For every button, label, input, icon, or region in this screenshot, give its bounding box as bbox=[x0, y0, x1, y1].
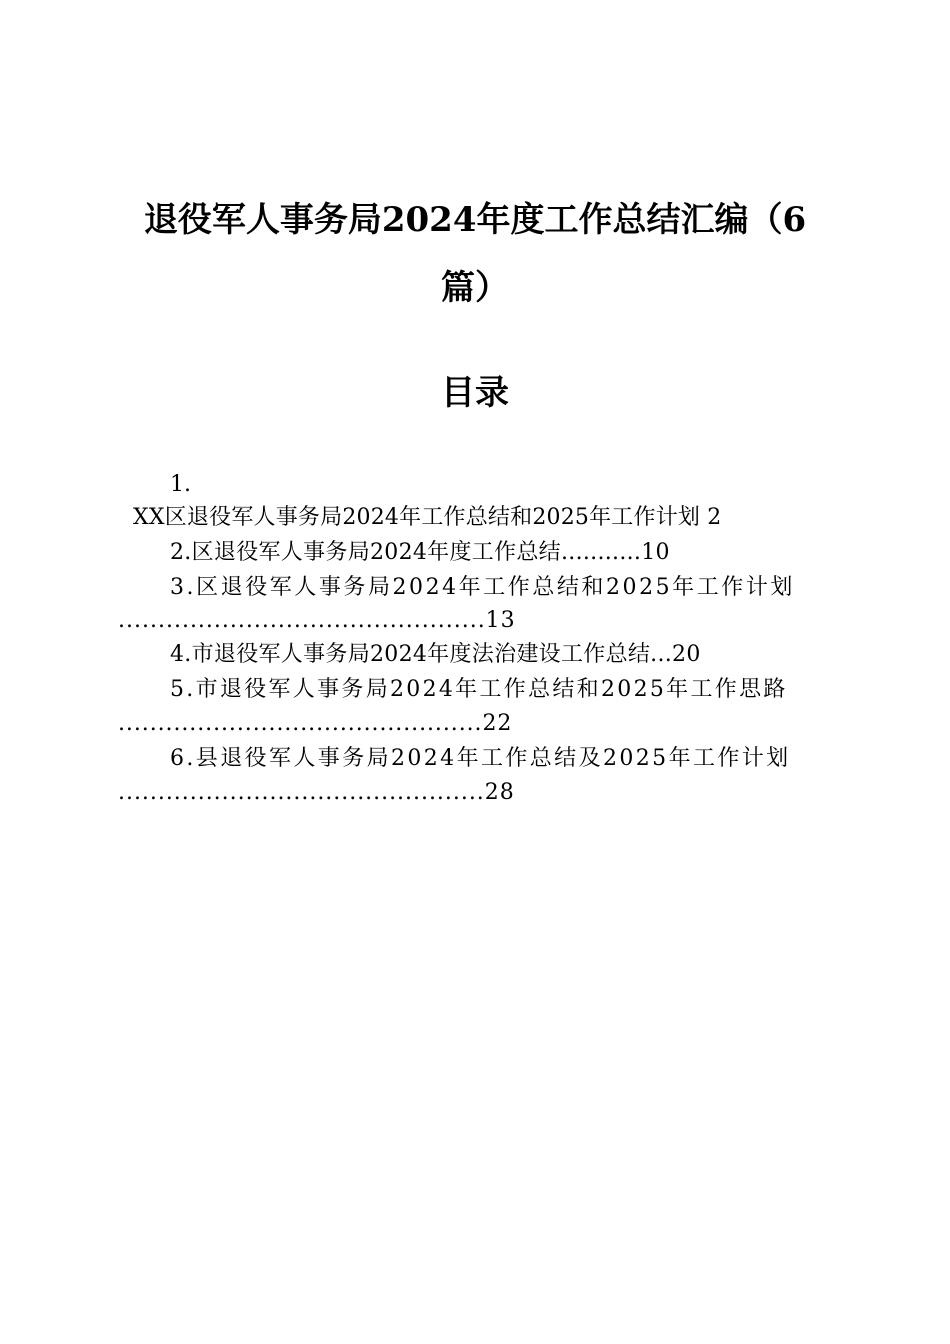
toc-entry-5-title[interactable]: 5.市退役军人事务局2024年工作总结和2025年工作思路 bbox=[170, 677, 788, 702]
toc-entry-4[interactable]: 4.市退役军人事务局2024年度法治建设工作总结...20 bbox=[170, 642, 701, 667]
toc-entry-5-leader[interactable]: ..............................................22 bbox=[118, 711, 513, 736]
toc-entry-6-title[interactable]: 6.县退役军人事务局2024年工作总结及2025年工作计划 bbox=[170, 746, 791, 771]
document-title-line-2: 篇） bbox=[441, 268, 509, 308]
document-title-line-1: 退役军人事务局2024年度工作总结汇编（6 bbox=[143, 200, 807, 240]
toc-entry-1-number[interactable]: 1. bbox=[170, 472, 191, 497]
toc-heading: 目录 bbox=[441, 373, 509, 413]
toc-entry-6-leader[interactable]: ..............................................28 bbox=[118, 780, 515, 805]
toc-entry-2[interactable]: 2.区退役军人事务局2024年度工作总结...........10 bbox=[170, 540, 670, 565]
toc-entry-3-title[interactable]: 3.区退役军人事务局2024年工作总结和2025年工作计划 bbox=[170, 575, 795, 600]
toc-entry-3-leader[interactable]: ..............................................13 bbox=[118, 608, 516, 633]
toc-entry-1-title[interactable]: XX区退役军人事务局2024年工作总结和2025年工作计划 2 bbox=[133, 505, 722, 530]
